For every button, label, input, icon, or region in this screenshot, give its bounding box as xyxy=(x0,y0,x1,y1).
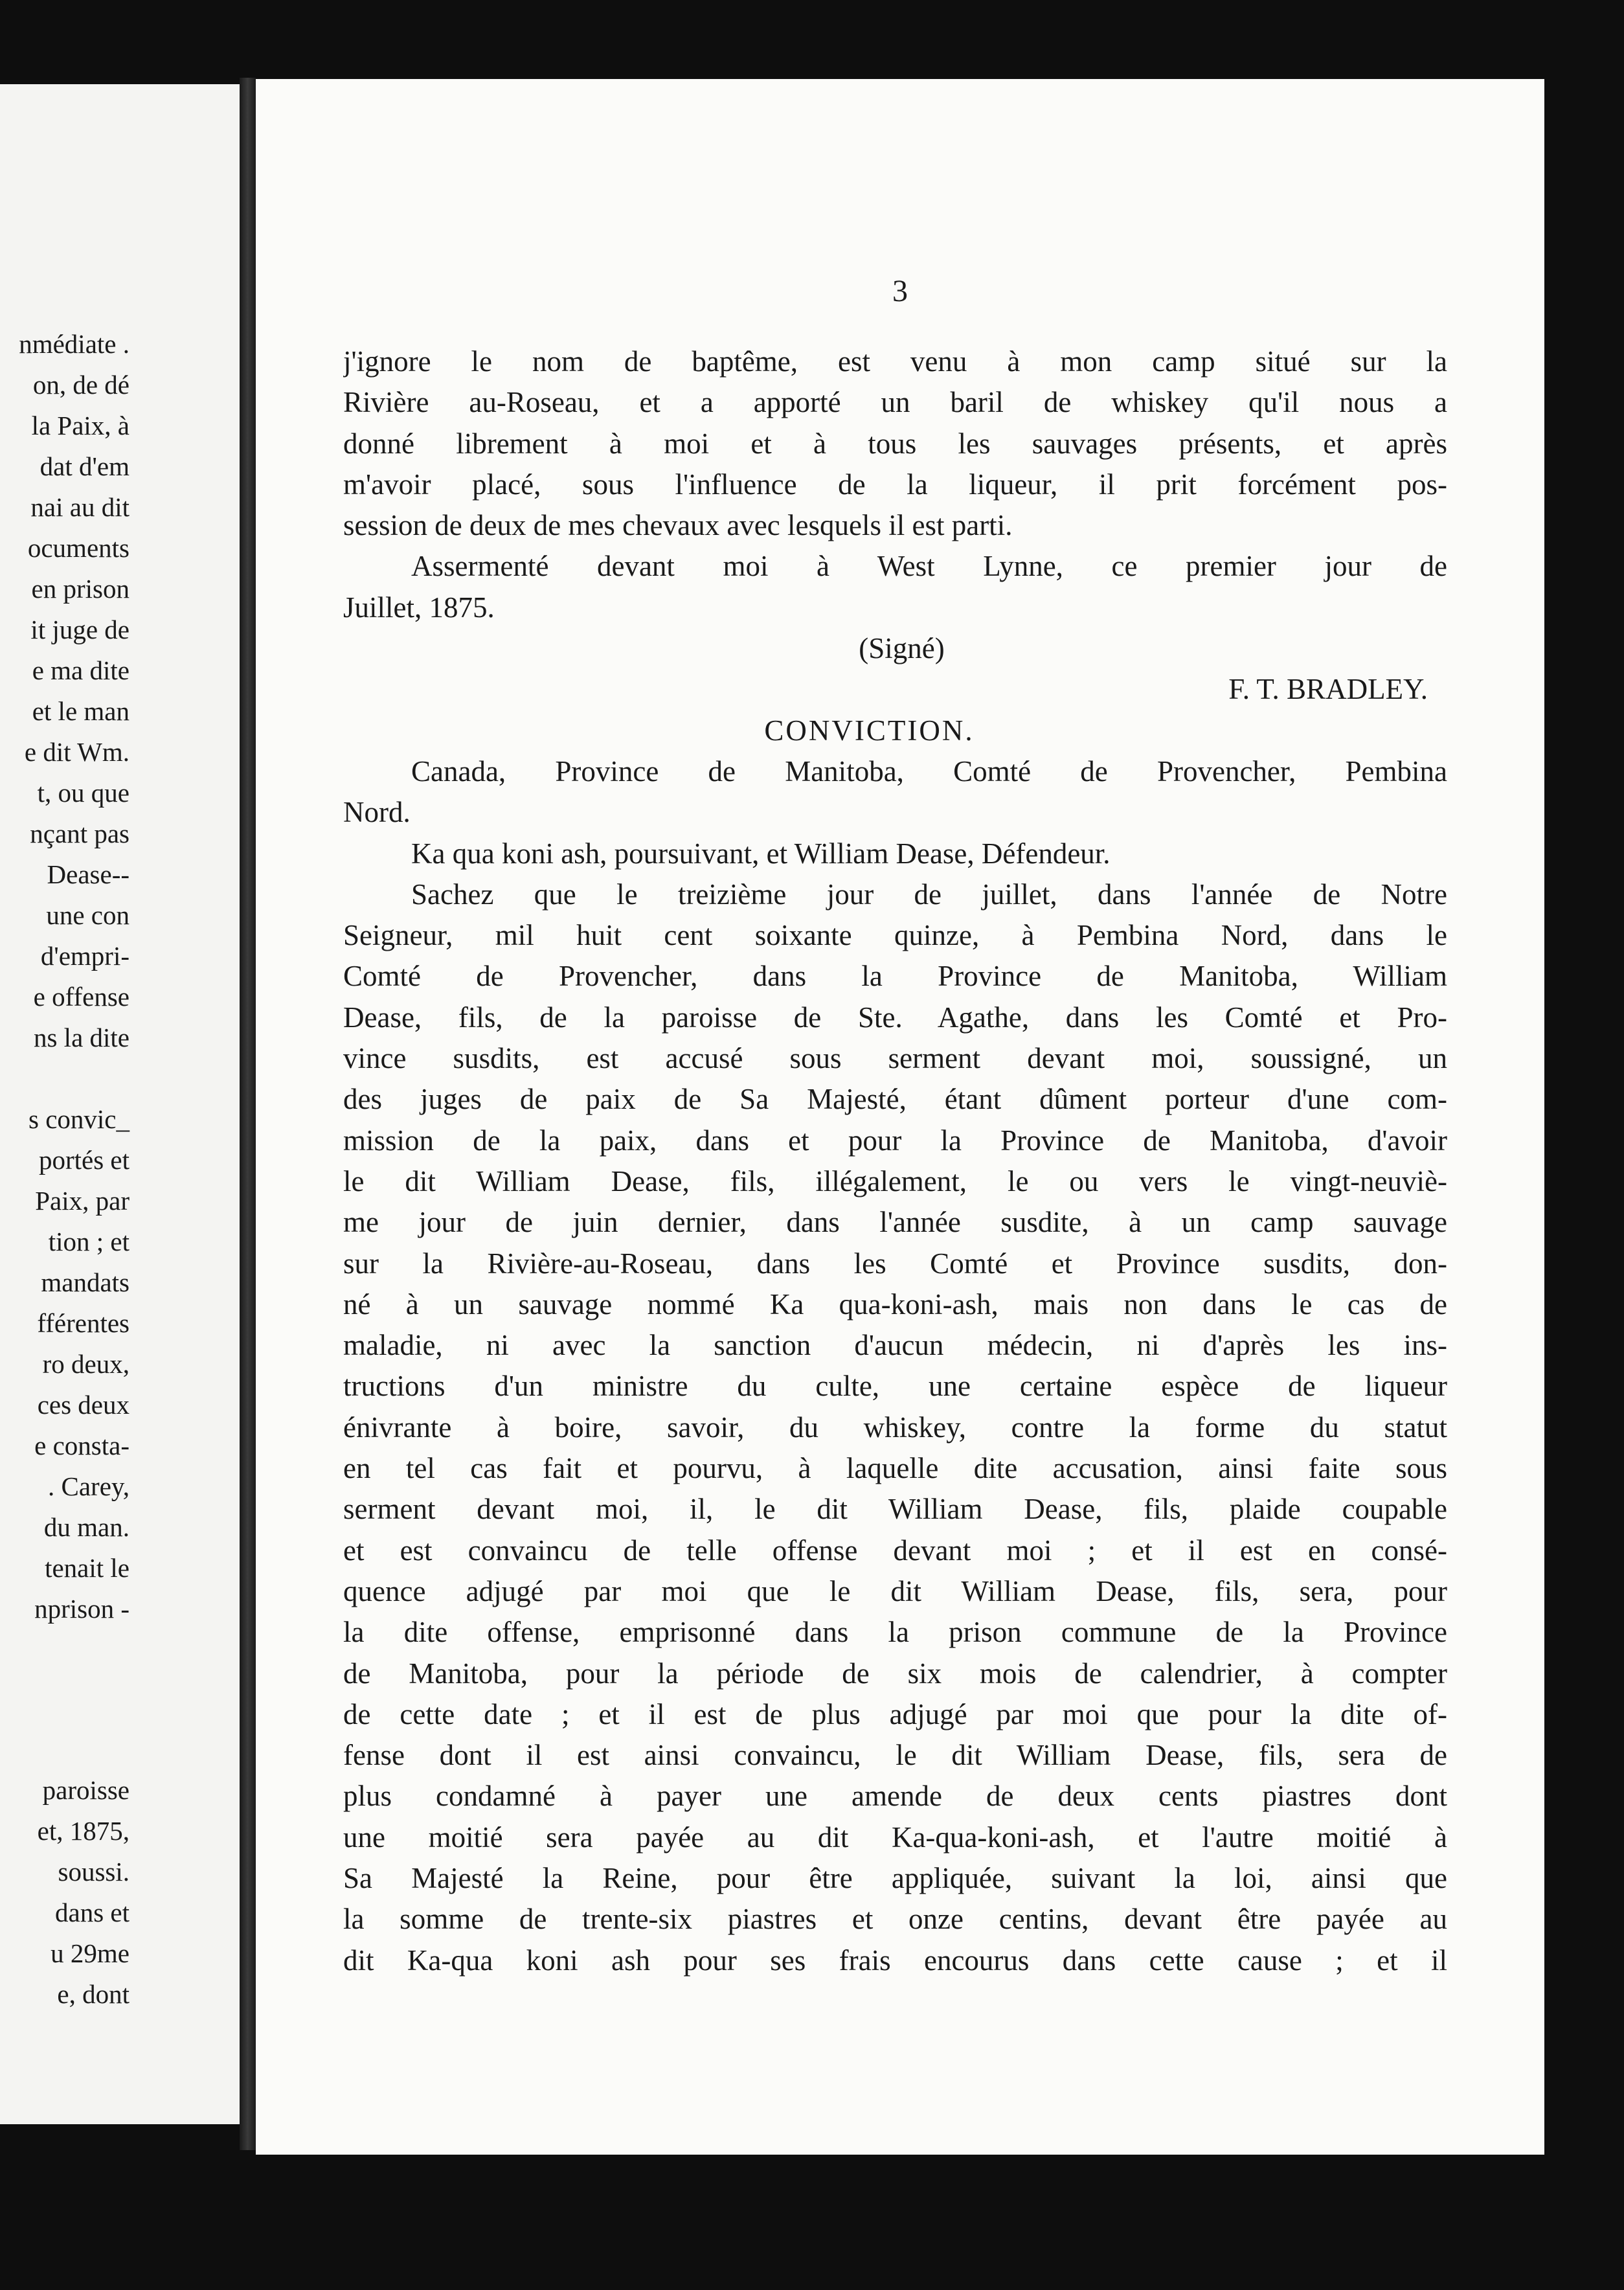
text-line: Nord. xyxy=(343,796,411,829)
text-line: Rivière au-Roseau, et a apporté un baril de whiskey qu'il nous a xyxy=(343,386,1447,419)
text-line: j'ignore le nom de baptême, est venu à mon camp situé sur la xyxy=(343,345,1447,378)
facing-page-line: paroisse xyxy=(42,1775,130,1805)
facing-page-line: ns la dite xyxy=(33,1023,130,1052)
facing-page-line: on, de dé xyxy=(32,370,130,400)
book-gutter xyxy=(240,78,256,2150)
text-line: fense dont il est ainsi convaincu, le dit William Dease, fils, sera de xyxy=(343,1739,1447,1772)
facing-page-line: Dease-- xyxy=(47,859,130,889)
text-line: des juges de paix de Sa Majesté, étant dûment porteur d'une com- xyxy=(343,1083,1447,1116)
text-line: Comté de Provencher, dans la Province de Manitoba, William xyxy=(343,960,1447,993)
text-line: mission de la paix, dans et pour la Province de Manitoba, d'avoir xyxy=(343,1124,1447,1157)
facing-page-line: nmédiate . xyxy=(19,329,130,359)
facing-page-text-top xyxy=(0,324,130,1629)
facing-page-line: . Carey, xyxy=(48,1471,130,1501)
facing-page-line: u 29me xyxy=(51,1938,130,1968)
text-line: le dit William Dease, fils, illégalement, le ou vers le vingt-neuviè- xyxy=(343,1164,1447,1197)
facing-page-line: e, dont xyxy=(57,1979,130,2009)
text-line: une moitié sera payée au dit Ka-qua-koni-ash, et l'autre moitié à xyxy=(343,1820,1447,1854)
text-line: Sa Majesté la Reine, pour être appliquée, suivant la loi, ainsi que xyxy=(343,1861,1447,1894)
facing-page-line: la Paix, à xyxy=(31,411,130,440)
facing-page-line: du man. xyxy=(43,1512,130,1542)
text-line: tructions d'un ministre du culte, une certaine espèce de liqueur xyxy=(343,1370,1447,1403)
facing-page-line: et, 1875, xyxy=(37,1816,130,1846)
facing-page-line: portés et xyxy=(38,1145,130,1175)
text-line: Canada, Province de Manitoba, Comté de Provencher, Pembina xyxy=(411,754,1447,788)
signed-label: (Signé) xyxy=(859,632,945,665)
facing-page-line: e offense xyxy=(33,982,130,1012)
facing-page-text-bottom xyxy=(0,1770,130,2015)
facing-page-line: nai au dit xyxy=(30,492,130,522)
text-line: de Manitoba, pour la période de six mois de calendrier, à compter xyxy=(343,1657,1447,1690)
text-line: né à un sauvage nommé Ka qua-koni-ash, mais non dans le cas de xyxy=(343,1287,1447,1321)
document-page xyxy=(256,79,1544,2155)
facing-page-line: ro deux, xyxy=(42,1349,130,1379)
text-line: Dease, fils, de la paroisse de Ste. Agathe, dans les Comté et Pro- xyxy=(343,1001,1447,1034)
text-line: Juillet, 1875. xyxy=(343,591,495,624)
facing-page-line: et le man xyxy=(32,696,130,726)
facing-page-line: t, ou que xyxy=(37,778,130,808)
text-line: plus condamné à payer une amende de deux cents piastres dont xyxy=(343,1780,1447,1813)
text-line: session de deux de mes chevaux avec lesquels il est parti. xyxy=(343,509,1013,542)
section-heading: CONVICTION. xyxy=(764,714,975,747)
facing-page-line: Paix, par xyxy=(35,1186,130,1216)
page-number: 3 xyxy=(892,274,908,308)
facing-page-line: ces deux xyxy=(37,1390,130,1420)
text-line: dit Ka-qua koni ash pour ses frais encourus dans cette cause ; et il xyxy=(343,1944,1447,1977)
facing-page-line: nprison - xyxy=(34,1594,130,1624)
text-line: Sachez que le treizième jour de juillet, dans l'année de Notre xyxy=(411,878,1447,911)
facing-page-line: it juge de xyxy=(30,615,130,644)
facing-page-line: dat d'em xyxy=(39,451,130,481)
facing-page-line: en prison xyxy=(31,574,130,604)
page-body xyxy=(343,341,1447,1981)
text-line: me jour de juin dernier, dans l'année susdite, à un camp sauvage xyxy=(343,1206,1447,1239)
facing-page-line: d'empri- xyxy=(40,941,130,971)
text-line: sur la Rivière-au-Roseau, dans les Comté et Province susdits, don- xyxy=(343,1247,1447,1280)
facing-page-line: tenait le xyxy=(45,1553,130,1583)
text-line: de cette date ; et il est de plus adjugé par moi que pour la dite of- xyxy=(343,1697,1447,1730)
text-line: quence adjugé par moi que le dit William Dease, fils, sera, pour xyxy=(343,1574,1447,1607)
text-line: m'avoir placé, sous l'influence de la liqueur, il prit forcément pos- xyxy=(343,468,1447,501)
facing-page-line: fférentes xyxy=(37,1308,130,1338)
facing-page-line: dans et xyxy=(55,1898,130,1927)
facing-page-line: e ma dite xyxy=(32,655,130,685)
text-line: Ka qua koni ash, poursuivant, et William Dease, Défendeur. xyxy=(411,837,1111,870)
text-line: Assermenté devant moi à West Lynne, ce premier jour de xyxy=(411,550,1447,583)
text-line: donné librement à moi et à tous les sauvages présents, et après xyxy=(343,427,1447,460)
facing-page-line: une con xyxy=(46,900,130,930)
text-line: la somme de trente-six piastres et onze centins, devant être payée au xyxy=(343,1903,1447,1936)
text-line: énivrante à boire, savoir, du whiskey, contre la forme du statut xyxy=(343,1411,1447,1444)
signature-name: F. T. BRADLEY. xyxy=(1228,673,1428,706)
facing-page-line: ocuments xyxy=(27,533,130,563)
text-line: en tel cas fait et pourvu, à laquelle dite accusation, ainsi faite sous xyxy=(343,1452,1447,1485)
facing-page-line: soussi. xyxy=(58,1857,130,1887)
facing-page-line: nçant pas xyxy=(30,819,130,848)
text-line: et est convaincu de telle offense devant moi ; et il est en consé- xyxy=(343,1534,1447,1567)
facing-page-line: e dit Wm. xyxy=(24,737,130,767)
text-line: maladie, ni avec la sanction d'aucun médecin, ni d'après les ins- xyxy=(343,1329,1447,1362)
facing-page-line: tion ; et xyxy=(48,1227,130,1256)
text-line: Seigneur, mil huit cent soixante quinze, à Pembina Nord, dans le xyxy=(343,919,1447,952)
facing-page-left xyxy=(0,84,240,2124)
text-line: la dite offense, emprisonné dans la prison commune de la Province xyxy=(343,1616,1447,1649)
facing-page-line xyxy=(0,1058,130,1099)
text-line: vince susdits, est accusé sous serment devant moi, soussigné, un xyxy=(343,1042,1447,1075)
facing-page-line: s convic_ xyxy=(28,1104,130,1134)
facing-page-line: e consta- xyxy=(34,1431,130,1460)
text-line: serment devant moi, il, le dit William Dease, fils, plaide coupable xyxy=(343,1493,1447,1526)
facing-page-line: mandats xyxy=(41,1267,130,1297)
